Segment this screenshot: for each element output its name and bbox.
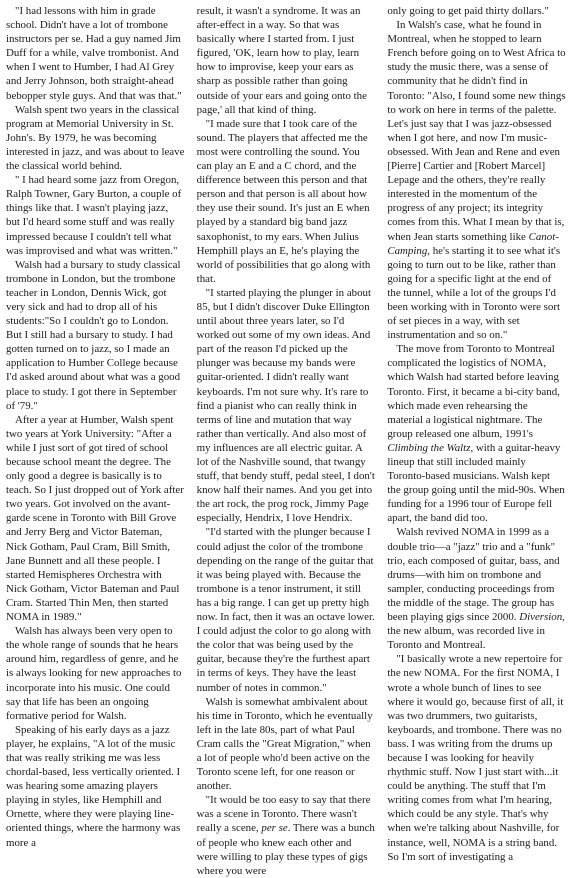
paragraph: "I basically wrote a new repertoire for the new NOMA. For the first NOMA, I wrote a whole bunch of lines to see where it would go, because first of all, it was two drummers, two guitarists, keyboards, and trombone. There was no bass. I was writing from the drums up because I was looking for heavily rhythmic stuff. Now I just start with...it could be anything. The stuff that I'm writing comes from what I'm hearing, which could be any style. That's why when we're talking about Nashville, for instance, well, NOMA is a string band. So I'm sort of investigating a	[387, 653, 564, 863]
paragraph: "I'd started with the plunger because I could adjust the color of the trombone depending on the range of the guitar that it was being played with. Because the trombone is a tenor instrument, it still has a big range. I can get up pretty high now. In fact, then it was an octave lower. I could adjust the color to go along with the color that was being used by the guitar, because they're the furthest apart in terms of keys. They have the least number of notes in common."	[196, 526, 375, 694]
paragraph: "I made sure that I took care of the sound. The players that affected me the most were controlling the sound. You can play an E and a C chord, and the difference between this person and that person and that person is all about how they use their sound. It's just an E when played by a standard big band jazz saxophonist, to my ears. When Julius Hemphill plays an E, he's playing the world of possibilities that go along with that.	[196, 117, 371, 285]
text-column-3	[387, 4, 566, 863]
paragraph: In Walsh's case, what he found in Montreal, when he stopped to learn French before going on to West Africa to study the music there, was a sense of community that he didn't find in Toronto: "Also, I found some new things to work on here in terms of the palette. Let's just say that I was jazz-obsessed when I got here, and now I'm music-obsessed. With Jean and Rene and even [Pierre] Cartier and [Robert Marcel] Lepage and the others, they're really interested in the momentum of the progress of any project; its integrity comes from this. What I mean by that is, when Jean starts something like Canot-Camping, he's starting it to see what it's going to turn out to be like, rather than going for a specific light at the end of the tunnel, while a lot of the groups I'd been working with in Toronto were sort of set pieces in a way, with set instrumentation and so on."	[387, 19, 566, 342]
paragraph: "I had lessons with him in grade school. Didn't have a lot of trombone instructors per se. Had a guy named Jim Duff for a while, valve trombonist. And when I went to Humber, I had Al Grey and Jerry Johnson, both straight-ahead bebopper style guys. And that was that."	[6, 5, 182, 102]
paragraph: Speaking of his early days as a jazz player, he explains, "A lot of the music that was really striking me was less chordal-based, less vertically oriented. I was hearing some amazing players playing in styles, like Hemphill and Ornette, where they were playing line-oriented things, where the harmony was more a	[6, 723, 181, 849]
paragraph: The move from Toronto to Montreal complicated the logistics of NOMA, which Walsh had started before leaving Toronto. First, it became a bi-city band, which made even rehearsing the material a logistical nightmare. The group released one album, 1991's Climbing the Waltz, with a guitar-heavy lineup that still included mainly Toronto-based musicians. Walsh kept the group going until the mid-90s. When funding for a 1996 tour of Europe fell apart, the band did too.	[387, 343, 565, 525]
paragraph: Walsh revived NOMA in 1999 as a double trio—a "jazz" trio and a "funk" trio, each composed of guitar, bass, and drums—with him on trombone and sampler, conducting proceedings from the middle of the stage. The group has been playing gigs since 2000. Diversion, the new album, was recorded live in Toronto and Montreal.	[387, 526, 565, 652]
paragraph: result, it wasn't a syndrome. It was an after-effect in a way. So that was basically where I started from. I just figured, 'OK, learn how to play, learn how to improvise, keep your ears as sharp as possible rather than going outside of your ears and going onto the page,' all that kind of thing.	[196, 5, 367, 116]
paragraph: " I had heard some jazz from Oregon, Ralph Towner, Gary Burton, a couple of things like that. I wasn't playing jazz, but I'd heard some stuff and was really impressed because I couldn't tell what was improvised and what was written."	[6, 174, 182, 257]
paragraph: Walsh has always been very open to the whole range of sounds that he hears around him, regardless of genre, and he is always looking for new approaches to incorporate into his music. One could say that life has been an ongoing formative period for Walsh.	[6, 625, 182, 722]
paragraph: "It would be too easy to say that there was a scene in Toronto. There wasn't really a scene, per se. There was a bunch of people who knew each other and were willing to play these types of gigs where you were	[196, 794, 375, 877]
text-column-2	[196, 4, 376, 877]
paragraph: Walsh had a bursary to study classical trombone in London, but the trombone teacher in London, Dennis Wick, got very sick and had to drop all of his students:"So I couldn't go to London. But I still had a bursary to study. I had gotten turned on to jazz, so I made an application to Humber College because I'd asked around about what was a good place to study. I got there in September of '79."	[6, 258, 181, 412]
paragraph: Walsh spent two years in the classical program at Memorial University in St. John's. By 1979, he was becoming interested in jazz, and was about to leave the classical world behind.	[6, 103, 185, 173]
paragraph: only going to get paid thirty dollars."	[387, 5, 549, 17]
text-column-1	[6, 4, 185, 849]
paragraph: After a year at Humber, Walsh spent two years at York University: "After a while I just sort of got tired of school because school meant the degree. The only good a degree is basically is to teach. So I just dropped out of York after two years. Got involved on the avant-garde scene in Toronto with Bill Grove and Jerry Berg and Victor Bateman, Nick Gotham, Paul Cram, Bill Smith, Jane Bunnett and all these people. I started Hemispheres Orchestra with Nick Gotham, Victor Bateman and Paul Cram. Started Thin Men, then started NOMA in 1989."	[6, 413, 184, 624]
paragraph: Walsh is somewhat ambivalent about his time in Toronto, which he eventually left in the late 80s, part of what Paul Cram calls the "Great Migration," when a lot of people who'd been active on the Toronto scene left, for one reason or another.	[196, 695, 373, 793]
paragraph: "I started playing the plunger in about 85, but I didn't discover Duke Ellington until about three years later, so I'd worked out some of my own ideas. And part of the reason I'd picked up the plunger was because my bands were guitar-oriented. I didn't really want keyboards. I'm not sure why. It's rare to find a pianist who can really think in terms of line and mutation that way rather than vertically. And also most of my influences are all electric guitar. A lot of the Nashville sound, that twangy stuff, that bendy stuff, pedal steel, I don't know half their names. And you get into the art rock, the prog rock, Jimmy Page especially, Hendrix, I love Hendrix.	[196, 286, 375, 525]
